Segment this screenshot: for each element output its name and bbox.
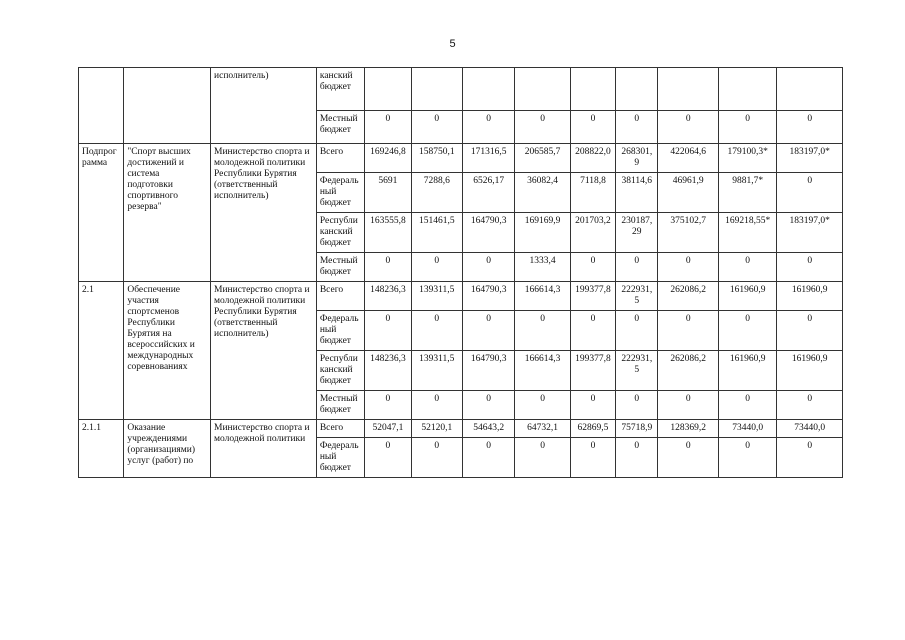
value-cell: 0 bbox=[462, 253, 514, 282]
value-cell: 0 bbox=[462, 438, 514, 478]
value-cell: 0 bbox=[616, 253, 658, 282]
value-cell: 375102,7 bbox=[658, 213, 718, 253]
value-cell: 164790,3 bbox=[462, 282, 514, 311]
value-cell: 0 bbox=[515, 111, 570, 144]
value-cell: 183197,0* bbox=[777, 144, 843, 173]
value-cell: 0 bbox=[365, 391, 411, 420]
table-row bbox=[79, 144, 843, 173]
value-cell: 0 bbox=[365, 253, 411, 282]
value-cell: 0 bbox=[515, 391, 570, 420]
value-cell: 52047,1 bbox=[365, 420, 411, 438]
program-code-cell bbox=[79, 68, 124, 144]
value-cell: 0 bbox=[658, 438, 718, 478]
value-cell: 0 bbox=[462, 391, 514, 420]
value-cell: 0 bbox=[570, 438, 615, 478]
value-cell: 0 bbox=[777, 173, 843, 213]
value-cell bbox=[365, 68, 411, 111]
executor-cell: Министерство спорта и молодежной политики Республики Бурятия (ответственный исполнитель) bbox=[211, 144, 317, 282]
value-cell: 0 bbox=[411, 253, 462, 282]
value-cell: 0 bbox=[658, 391, 718, 420]
value-cell: 75718,9 bbox=[616, 420, 658, 438]
value-cell: 164790,3 bbox=[462, 351, 514, 391]
value-cell: 7288,6 bbox=[411, 173, 462, 213]
value-cell: 0 bbox=[616, 111, 658, 144]
value-cell: 262086,2 bbox=[658, 282, 718, 311]
value-cell: 139311,5 bbox=[411, 282, 462, 311]
value-cell bbox=[616, 68, 658, 111]
value-cell: 0 bbox=[515, 438, 570, 478]
funding-source-cell: Всего bbox=[316, 282, 364, 311]
value-cell: 262086,2 bbox=[658, 351, 718, 391]
executor-cell: исполнитель) bbox=[211, 68, 317, 144]
executor-cell: Министерство спорта и молодежной политики Республики Бурятия (ответственный исполнитель) bbox=[211, 282, 317, 420]
value-cell: 0 bbox=[570, 391, 615, 420]
value-cell: 0 bbox=[570, 111, 615, 144]
value-cell: 0 bbox=[718, 311, 776, 351]
program-code-cell: 2.1 bbox=[79, 282, 124, 420]
value-cell: 0 bbox=[365, 438, 411, 478]
value-cell: 0 bbox=[777, 311, 843, 351]
value-cell: 163555,8 bbox=[365, 213, 411, 253]
table-row bbox=[79, 68, 843, 111]
value-cell: 52120,1 bbox=[411, 420, 462, 438]
value-cell: 183197,0* bbox=[777, 213, 843, 253]
value-cell: 201703,2 bbox=[570, 213, 615, 253]
value-cell: 0 bbox=[515, 311, 570, 351]
program-name-cell: "Спорт высших достижений и система подготовки спортивного резерва" bbox=[124, 144, 211, 282]
value-cell: 73440,0 bbox=[777, 420, 843, 438]
value-cell: 0 bbox=[718, 253, 776, 282]
value-cell: 151461,5 bbox=[411, 213, 462, 253]
program-code-cell: 2.1.1 bbox=[79, 420, 124, 478]
value-cell bbox=[658, 68, 718, 111]
value-cell: 0 bbox=[570, 253, 615, 282]
value-cell: 0 bbox=[462, 311, 514, 351]
value-cell: 0 bbox=[462, 111, 514, 144]
funding-source-cell: Республиканский бюджет bbox=[316, 213, 364, 253]
value-cell: 46961,9 bbox=[658, 173, 718, 213]
value-cell: 199377,8 bbox=[570, 351, 615, 391]
value-cell: 0 bbox=[365, 111, 411, 144]
funding-source-cell: Республиканский бюджет bbox=[316, 351, 364, 391]
value-cell: 0 bbox=[411, 311, 462, 351]
value-cell: 0 bbox=[616, 438, 658, 478]
value-cell: 0 bbox=[658, 253, 718, 282]
table-row bbox=[79, 282, 843, 311]
value-cell: 0 bbox=[718, 391, 776, 420]
value-cell: 268301,9 bbox=[616, 144, 658, 173]
value-cell: 54643,2 bbox=[462, 420, 514, 438]
value-cell: 62869,5 bbox=[570, 420, 615, 438]
value-cell: 161960,9 bbox=[718, 282, 776, 311]
funding-source-cell: Федеральный бюджет bbox=[316, 311, 364, 351]
value-cell: 169169,9 bbox=[515, 213, 570, 253]
value-cell: 73440,0 bbox=[718, 420, 776, 438]
value-cell: 0 bbox=[658, 311, 718, 351]
value-cell: 0 bbox=[411, 391, 462, 420]
value-cell: 161960,9 bbox=[718, 351, 776, 391]
funding-source-cell: Всего bbox=[316, 144, 364, 173]
value-cell: 64732,1 bbox=[515, 420, 570, 438]
funding-source-cell: канский бюджет bbox=[316, 68, 364, 111]
funding-source-cell: Местный бюджет bbox=[316, 253, 364, 282]
value-cell: 0 bbox=[718, 438, 776, 478]
value-cell: 199377,8 bbox=[570, 282, 615, 311]
value-cell bbox=[411, 68, 462, 111]
executor-cell: Министерство спорта и молодежной политики bbox=[211, 420, 317, 478]
value-cell: 0 bbox=[718, 111, 776, 144]
value-cell: 0 bbox=[777, 391, 843, 420]
program-code-cell: Подпрограмма bbox=[79, 144, 124, 282]
value-cell: 161960,9 bbox=[777, 282, 843, 311]
value-cell: 5691 bbox=[365, 173, 411, 213]
value-cell: 6526,17 bbox=[462, 173, 514, 213]
funding-source-cell: Федеральный бюджет bbox=[316, 173, 364, 213]
value-cell: 0 bbox=[658, 111, 718, 144]
value-cell bbox=[462, 68, 514, 111]
funding-source-cell: Местный бюджет bbox=[316, 111, 364, 144]
value-cell: 169246,8 bbox=[365, 144, 411, 173]
value-cell bbox=[718, 68, 776, 111]
funding-source-cell: Федеральный бюджет bbox=[316, 438, 364, 478]
value-cell: 0 bbox=[777, 111, 843, 144]
value-cell: 148236,3 bbox=[365, 351, 411, 391]
page-number: 5 bbox=[449, 38, 456, 50]
value-cell: 166614,3 bbox=[515, 351, 570, 391]
value-cell: 222931,5 bbox=[616, 351, 658, 391]
value-cell: 0 bbox=[411, 111, 462, 144]
value-cell: 0 bbox=[411, 438, 462, 478]
budget-table bbox=[78, 67, 843, 478]
value-cell: 1333,4 bbox=[515, 253, 570, 282]
value-cell: 0 bbox=[616, 311, 658, 351]
value-cell: 169218,55* bbox=[718, 213, 776, 253]
value-cell: 0 bbox=[570, 311, 615, 351]
value-cell: 9881,7* bbox=[718, 173, 776, 213]
program-name-cell: Оказание учреждениями (организациями) услуг (работ) по bbox=[124, 420, 211, 478]
value-cell: 148236,3 bbox=[365, 282, 411, 311]
value-cell: 422064,6 bbox=[658, 144, 718, 173]
value-cell: 0 bbox=[365, 311, 411, 351]
funding-source-cell: Всего bbox=[316, 420, 364, 438]
value-cell bbox=[515, 68, 570, 111]
value-cell: 179100,3* bbox=[718, 144, 776, 173]
value-cell: 161960,9 bbox=[777, 351, 843, 391]
value-cell: 36082,4 bbox=[515, 173, 570, 213]
value-cell: 171316,5 bbox=[462, 144, 514, 173]
funding-source-cell: Местный бюджет bbox=[316, 391, 364, 420]
value-cell: 0 bbox=[777, 438, 843, 478]
value-cell: 164790,3 bbox=[462, 213, 514, 253]
value-cell: 158750,1 bbox=[411, 144, 462, 173]
value-cell: 128369,2 bbox=[658, 420, 718, 438]
value-cell: 7118,8 bbox=[570, 173, 615, 213]
table-row bbox=[79, 420, 843, 438]
value-cell bbox=[570, 68, 615, 111]
value-cell bbox=[777, 68, 843, 111]
value-cell: 166614,3 bbox=[515, 282, 570, 311]
program-name-cell: Обеспечение участия спортсменов Республики Бурятия на всероссийских и международных соревнованиях bbox=[124, 282, 211, 420]
program-name-cell bbox=[124, 68, 211, 144]
value-cell: 0 bbox=[616, 391, 658, 420]
value-cell: 208822,0 bbox=[570, 144, 615, 173]
value-cell: 206585,7 bbox=[515, 144, 570, 173]
value-cell: 230187,29 bbox=[616, 213, 658, 253]
value-cell: 222931,5 bbox=[616, 282, 658, 311]
value-cell: 38114,6 bbox=[616, 173, 658, 213]
value-cell: 0 bbox=[777, 253, 843, 282]
value-cell: 139311,5 bbox=[411, 351, 462, 391]
